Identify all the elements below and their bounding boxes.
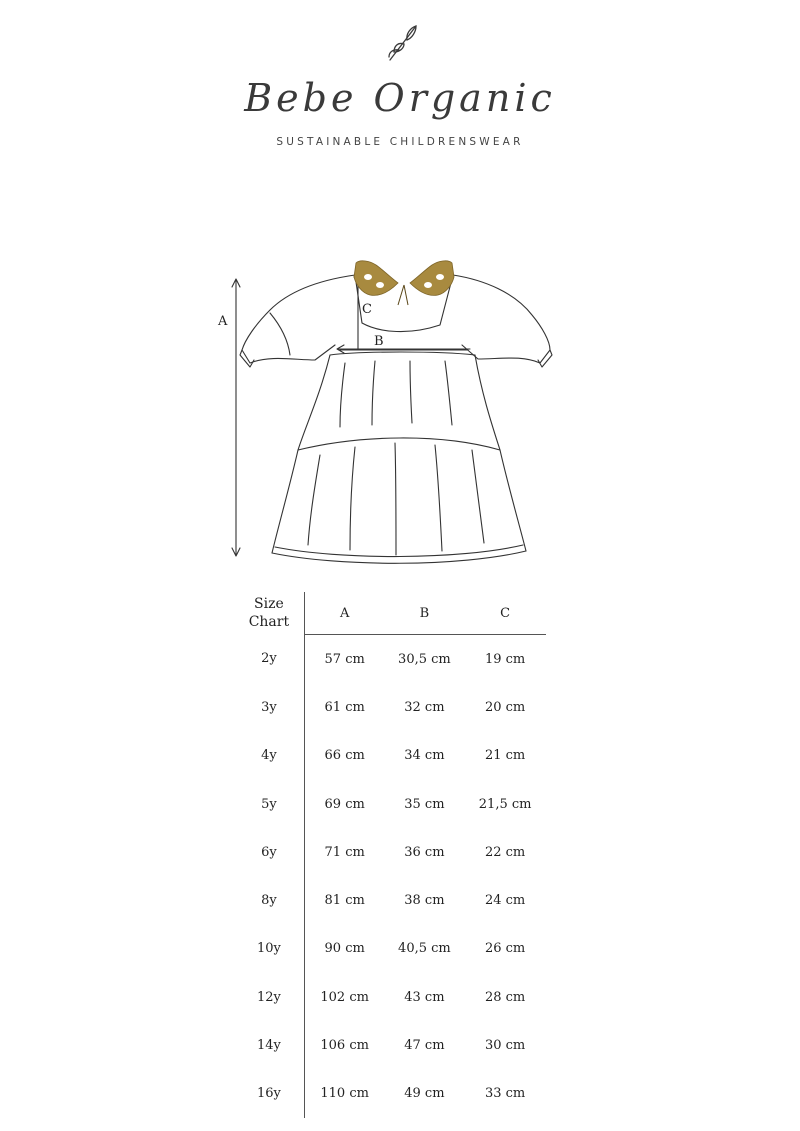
- corner-label-line2: Chart: [248, 614, 290, 631]
- size-cell: 5y: [261, 796, 277, 812]
- column-header-b: B: [385, 592, 465, 635]
- measure-b-cell: 35 cm: [404, 796, 445, 812]
- size-cell: 3y: [261, 699, 277, 715]
- label-b: B: [374, 334, 384, 349]
- measure-a-cell: 71 cm: [304, 828, 384, 876]
- measure-a-cell: 102 cm: [304, 973, 384, 1021]
- measure-c-cell: 21,5 cm: [478, 796, 532, 812]
- measure-b-cell: 47 cm: [404, 1038, 445, 1054]
- measure-b-cell: 34 cm: [404, 748, 445, 764]
- size-cell: 4y: [261, 748, 277, 764]
- measure-a-cell: 81 cm: [304, 876, 384, 924]
- measure-c-cell: 24 cm: [484, 893, 526, 909]
- label-c: C: [362, 302, 372, 317]
- brand-name: Bebe Organic: [244, 76, 556, 120]
- column-header-a: A: [304, 592, 384, 635]
- measure-c-cell: 30 cm: [484, 1038, 526, 1054]
- measure-a-cell: 90 cm: [304, 925, 384, 973]
- table-row: [234, 683, 546, 731]
- measure-c-cell: 28 cm: [484, 989, 526, 1005]
- dress-diagram: [210, 255, 570, 575]
- size-chart-corner-label: [234, 592, 304, 635]
- measure-a-cell: 110 cm: [304, 1070, 384, 1118]
- table-row: [234, 635, 546, 684]
- table-row: [234, 876, 546, 924]
- measure-a-cell: 69 cm: [304, 780, 384, 828]
- brand-tagline: SUSTAINABLE CHILDRENSWEAR: [276, 136, 524, 148]
- measure-a-cell: 106 cm: [304, 1021, 384, 1069]
- table-row: [234, 925, 546, 973]
- measure-b-cell: 40,5 cm: [398, 941, 451, 957]
- size-cell: 2y: [261, 651, 277, 667]
- table-row: [234, 732, 546, 780]
- size-cell: 10y: [256, 941, 281, 957]
- measure-a-cell: 61 cm: [304, 683, 384, 731]
- measure-c-cell: 22 cm: [484, 844, 526, 860]
- measure-a-cell: 57 cm: [304, 635, 384, 684]
- size-cell: 12y: [256, 989, 281, 1005]
- measure-b-cell: 32 cm: [404, 699, 445, 715]
- measure-b-cell: 30,5 cm: [398, 651, 451, 667]
- size-cell: 6y: [261, 844, 277, 860]
- leaf-sprig-icon: [380, 18, 424, 66]
- measure-c-cell: 33 cm: [484, 1086, 526, 1102]
- table-row: [234, 1070, 546, 1118]
- table-row: [234, 828, 546, 876]
- corner-label-line1: Size: [254, 596, 284, 613]
- measure-c-cell: 26 cm: [484, 941, 526, 957]
- table-row: [234, 1021, 546, 1069]
- measure-b-cell: 43 cm: [404, 989, 445, 1005]
- size-chart-table: [234, 592, 546, 1118]
- measure-b-cell: 49 cm: [404, 1086, 445, 1102]
- table-row: [234, 780, 546, 828]
- measure-b-cell: 36 cm: [404, 844, 445, 860]
- measure-c-cell: 21 cm: [484, 748, 526, 764]
- table-row: [234, 973, 546, 1021]
- measure-b-cell: 38 cm: [404, 893, 445, 909]
- size-cell: 16y: [256, 1086, 281, 1102]
- dress-outline: [232, 269, 552, 563]
- size-cell: 14y: [256, 1038, 281, 1054]
- measure-c-cell: 19 cm: [484, 651, 526, 667]
- column-header-c: C: [464, 592, 546, 635]
- size-chart-header-row: [234, 592, 546, 635]
- measure-a-cell: 66 cm: [304, 732, 384, 780]
- label-a: A: [218, 314, 228, 329]
- measure-c-cell: 20 cm: [484, 699, 526, 715]
- size-cell: 8y: [261, 893, 277, 909]
